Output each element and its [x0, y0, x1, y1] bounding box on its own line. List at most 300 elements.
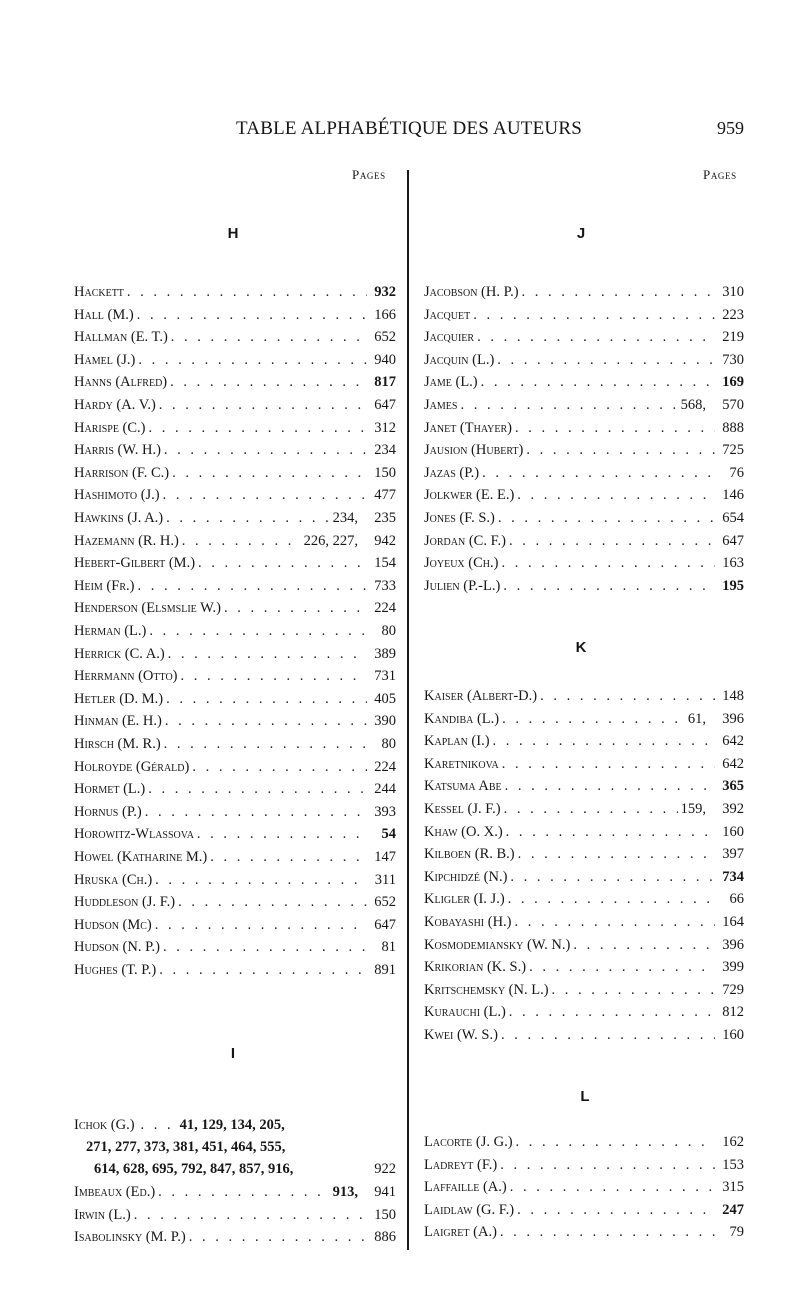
index-entry-k — [424, 1024, 744, 1046]
leader-dots — [155, 869, 367, 891]
index-entry-j — [424, 394, 744, 416]
right-column-pages-label: Pages — [703, 167, 737, 182]
index-entry-h — [74, 823, 396, 845]
index-entry-k — [424, 979, 744, 1001]
entry-name: Horowitz-Wlassova — [74, 826, 194, 842]
section-letter-k: K — [575, 639, 587, 656]
leader-dots — [498, 507, 715, 529]
entry-name: Hardy (A. V.) — [74, 397, 156, 413]
index-entry-h — [74, 733, 396, 755]
leader-dots — [127, 281, 367, 303]
leader-dots — [504, 798, 678, 820]
entry-page: 66 — [729, 891, 744, 907]
leader-dots — [482, 462, 715, 484]
entry-name: Ichok (G.) — [74, 1117, 135, 1133]
index-entry-j — [424, 326, 744, 348]
index-entry-h — [74, 394, 396, 416]
index-entry-i — [74, 1226, 396, 1248]
entry-name: Jacquet — [424, 307, 471, 323]
page-number: 959 — [717, 118, 744, 138]
leader-dots — [522, 281, 715, 303]
index-entry-h — [74, 575, 396, 597]
ichok-pages-line-2: 271, 277, 373, 381, 451, 464, 555, — [86, 1139, 286, 1155]
index-entry-h — [74, 665, 396, 687]
leader-dots — [197, 823, 367, 845]
page-title: TABLE ALPHABÉTIQUE DES AUTEURS — [236, 118, 582, 139]
leader-dots — [502, 753, 715, 775]
entry-name: Hughes (T. P.) — [74, 962, 157, 978]
leader-dots — [477, 326, 715, 348]
entry-name: Katsuma Abe — [424, 778, 502, 794]
section-letter-j: J — [576, 225, 586, 242]
entry-page: 235 — [374, 510, 396, 526]
entry-name: Imbeaux (Ed.) — [74, 1184, 156, 1200]
leader-dots — [138, 349, 367, 371]
index-entry-j — [424, 484, 744, 506]
index-entry-k — [424, 685, 744, 707]
entry-page: 247 — [722, 1202, 744, 1218]
entry-name: James — [424, 397, 458, 413]
index-entry-h — [74, 349, 396, 371]
leader-dots — [164, 733, 367, 755]
index-entry-i — [74, 1204, 396, 1226]
entry-name: Joyeux (Ch.) — [424, 555, 499, 571]
index-entry-h — [74, 620, 396, 642]
entry-name: Jordan (C. F.) — [424, 533, 506, 549]
entry-name: Kligler (I. J.) — [424, 891, 505, 907]
entry-page: 80 — [381, 736, 396, 752]
leader-dots — [515, 911, 716, 933]
index-entry-j — [424, 417, 744, 439]
entry-name: Hudson (Mc) — [74, 917, 152, 933]
index-entry-h — [74, 304, 396, 326]
index-entry-k — [424, 934, 744, 956]
index-entry-k — [424, 866, 744, 888]
entry-name: Janet (Thayer) — [424, 420, 512, 436]
entry-extra-pages: 226, 227, — [303, 533, 358, 549]
entry-page: 397 — [722, 846, 744, 862]
entry-page: 224 — [374, 600, 396, 616]
index-entry-j — [424, 552, 744, 574]
entry-page: 812 — [722, 1004, 744, 1020]
index-entry-h — [74, 417, 396, 439]
leader-dots — [189, 1226, 367, 1248]
index-entry-h — [74, 778, 396, 800]
entry-page: 244 — [374, 781, 396, 797]
entry-page: 390 — [374, 713, 396, 729]
entry-name: Hawkins (J. A.) — [74, 510, 164, 526]
index-entry-k — [424, 821, 744, 843]
leader-dots: . . . — [140, 1117, 174, 1133]
leader-dots — [137, 575, 367, 597]
entry-page: 652 — [374, 329, 396, 345]
leader-dots — [166, 507, 329, 529]
entry-page: 234 — [374, 442, 396, 458]
entry-page: 399 — [722, 959, 744, 975]
leader-dots — [163, 936, 367, 958]
entry-page: 396 — [722, 937, 744, 953]
leader-dots — [159, 959, 367, 981]
entry-name: Kipchidzé (N.) — [424, 869, 508, 885]
index-entry-h — [74, 507, 396, 529]
leader-dots — [460, 394, 677, 416]
entry-page: 405 — [374, 691, 396, 707]
leader-dots — [168, 643, 367, 665]
leader-dots — [148, 778, 367, 800]
entry-page: 734 — [722, 869, 744, 885]
entry-page: 76 — [729, 465, 744, 481]
leader-dots — [501, 552, 715, 574]
entry-page: 932 — [374, 284, 396, 300]
leader-dots — [149, 417, 367, 439]
entry-page: 310 — [722, 284, 744, 300]
leader-dots — [508, 888, 715, 910]
entry-name: Hinman (E. H.) — [74, 713, 162, 729]
entry-page: 647 — [722, 533, 744, 549]
entry-name: Hamel (J.) — [74, 352, 136, 368]
index-entry-j — [424, 462, 744, 484]
leader-dots — [500, 1154, 715, 1176]
entry-page: 396 — [722, 711, 744, 727]
entry-name: Harispe (C.) — [74, 420, 146, 436]
entry-name: Henderson (Elsmslie W.) — [74, 600, 221, 616]
leader-dots — [210, 846, 367, 868]
entry-page: 392 — [722, 801, 744, 817]
entry-name: Kaplan (I.) — [424, 733, 490, 749]
entry-page: 224 — [374, 759, 396, 775]
index-entry-j — [424, 371, 744, 393]
entry-page: 164 — [722, 914, 744, 930]
index-entry-k — [424, 911, 744, 933]
leader-dots — [155, 914, 367, 936]
entry-page: 147 — [374, 849, 396, 865]
entry-page: 219 — [722, 329, 744, 345]
entry-name: Hebert-Gilbert (M.) — [74, 555, 196, 571]
entry-name: Harris (W. H.) — [74, 442, 161, 458]
leader-dots — [526, 439, 715, 461]
entry-name: Harrison (F. C.) — [74, 465, 170, 481]
index-entry-h — [74, 484, 396, 506]
leader-dots — [500, 1221, 715, 1243]
entry-name: Heim (Fr.) — [74, 578, 135, 594]
entry-page: 365 — [722, 778, 744, 794]
index-entry-h — [74, 462, 396, 484]
entry-name: Jolkwer (E. E.) — [424, 487, 515, 503]
entry-name: Holroyde (Gérald) — [74, 759, 190, 775]
entry-page: 81 — [381, 939, 396, 955]
entry-page: 223 — [722, 307, 744, 323]
entry-page: 642 — [722, 756, 744, 772]
index-entry-h — [74, 891, 396, 913]
entry-name: Khaw (O. X.) — [424, 824, 503, 840]
index-entry-h — [74, 439, 396, 461]
leader-dots — [178, 891, 367, 913]
index-entry-l — [424, 1154, 744, 1176]
entry-name: Laffaille (A.) — [424, 1179, 507, 1195]
ichok-pages-line-3: 614, 628, 695, 792, 847, 857, 916, — [94, 1161, 294, 1177]
leader-dots — [517, 484, 715, 506]
entry-page: 888 — [722, 420, 744, 436]
entry-page: 146 — [722, 487, 744, 503]
leader-dots — [509, 530, 715, 552]
index-entry-k — [424, 956, 744, 978]
entry-page: 886 — [374, 1229, 396, 1245]
entry-name: Kurauchi (L.) — [424, 1004, 506, 1020]
entry-page: 817 — [374, 374, 396, 390]
entry-page: 169 — [722, 374, 744, 390]
entry-page: 150 — [374, 465, 396, 481]
entry-name: Jones (F. S.) — [424, 510, 495, 526]
leader-dots — [573, 934, 715, 956]
entry-name: Irwin (L.) — [74, 1207, 131, 1223]
entry-name: Hirsch (M. R.) — [74, 736, 161, 752]
leader-dots — [493, 730, 715, 752]
leader-dots — [497, 349, 715, 371]
leader-dots — [481, 371, 715, 393]
entry-name: Karetnikova — [424, 756, 499, 772]
index-entry-h — [74, 710, 396, 732]
entry-page: 731 — [374, 668, 396, 684]
entry-name: Herrick (C. A.) — [74, 646, 165, 662]
entry-name: Kessel (J. F.) — [424, 801, 501, 817]
entry-extra-pages: 61, — [687, 711, 706, 727]
index-entry-j — [424, 349, 744, 371]
leader-dots — [163, 484, 367, 506]
index-entry-h — [74, 869, 396, 891]
entry-page: 163 — [722, 555, 744, 571]
leader-dots — [149, 620, 367, 642]
leader-dots — [158, 1181, 329, 1203]
entry-name: Hackett — [74, 284, 124, 300]
entry-page: 160 — [722, 1027, 744, 1043]
entry-name: Kilboen (R. B.) — [424, 846, 515, 862]
leader-dots — [145, 801, 367, 823]
ichok-entry-line-1 — [74, 1114, 404, 1136]
entry-name: Hall (M.) — [74, 307, 134, 323]
leader-dots — [517, 1199, 715, 1221]
leader-dots — [529, 956, 715, 978]
entry-name: Hashimoto (J.) — [74, 487, 160, 503]
entry-page: 393 — [374, 804, 396, 820]
index-entry-k — [424, 843, 744, 865]
index-entry-j — [424, 507, 744, 529]
entry-name: Hallman (E. T.) — [74, 329, 168, 345]
leader-dots — [159, 394, 367, 416]
leader-dots — [198, 552, 367, 574]
entry-name: Jacquin (L.) — [424, 352, 495, 368]
leader-dots — [518, 843, 715, 865]
leader-dots — [503, 575, 715, 597]
leader-dots — [164, 439, 367, 461]
entry-page: 647 — [374, 397, 396, 413]
entry-page: 477 — [374, 487, 396, 503]
entry-name: Jame (L.) — [424, 374, 478, 390]
entry-name: Hetler (D. M.) — [74, 691, 164, 707]
index-entry-j — [424, 281, 744, 303]
index-entry-k — [424, 775, 744, 797]
entry-page: 642 — [722, 733, 744, 749]
entry-page: 154 — [374, 555, 396, 571]
index-entry-h — [74, 959, 396, 981]
leader-dots — [552, 979, 715, 1001]
index-entry-h — [74, 371, 396, 393]
index-entry-k — [424, 730, 744, 752]
index-entry-l — [424, 1199, 744, 1221]
index-entry-k — [424, 708, 744, 730]
index-entry-j — [424, 439, 744, 461]
entry-extra-pages: 913, — [332, 1184, 358, 1200]
leader-dots — [137, 304, 367, 326]
entry-page: 162 — [722, 1134, 744, 1150]
ichok-pages-line-1: 41, 129, 134, 205, — [179, 1117, 285, 1133]
section-letter-h: H — [227, 225, 239, 242]
index-entry-k — [424, 888, 744, 910]
index-entry-h — [74, 597, 396, 619]
leader-dots — [540, 685, 715, 707]
leader-dots — [509, 1001, 715, 1023]
column-divider — [407, 170, 409, 1250]
entry-name: Hudson (N. P.) — [74, 939, 161, 955]
entry-name: Hazemann (R. H.) — [74, 533, 179, 549]
entry-page: 80 — [381, 623, 396, 639]
entry-name: Hruska (Ch.) — [74, 872, 153, 888]
entry-page: 54 — [381, 826, 396, 842]
leader-dots — [501, 1024, 715, 1046]
entry-name: Ladreyt (F.) — [424, 1157, 498, 1173]
entry-name: Herman (L.) — [74, 623, 147, 639]
entry-extra-pages: 568, — [680, 397, 706, 413]
entry-page: 941 — [374, 1184, 396, 1200]
entry-page: 153 — [722, 1157, 744, 1173]
left-column-pages-label: Pages — [352, 167, 386, 182]
ichok-entry-line-3 — [94, 1158, 396, 1180]
entry-extra-pages: 159, — [680, 801, 706, 817]
index-entry-j — [424, 530, 744, 552]
index-entry-j — [424, 575, 744, 597]
index-entry-l — [424, 1221, 744, 1243]
entry-page: 922 — [374, 1161, 396, 1177]
leader-dots — [181, 665, 368, 687]
entry-page: 652 — [374, 894, 396, 910]
entry-page: 150 — [374, 1207, 396, 1223]
entry-name: Kobayashi (H.) — [424, 914, 512, 930]
entry-page: 940 — [374, 352, 396, 368]
entry-name: Isabolinsky (M. P.) — [74, 1229, 186, 1245]
entry-page: 654 — [722, 510, 744, 526]
index-entry-h — [74, 801, 396, 823]
entry-name: Kwei (W. S.) — [424, 1027, 498, 1043]
index-entry-h — [74, 846, 396, 868]
index-entry-h — [74, 552, 396, 574]
index-entry-j — [424, 304, 744, 326]
entry-page: 730 — [722, 352, 744, 368]
entry-page: 389 — [374, 646, 396, 662]
entry-name: Hornus (P.) — [74, 804, 142, 820]
entry-name: Hormet (L.) — [74, 781, 146, 797]
entry-page: 570 — [722, 397, 744, 413]
entry-name: Jazas (P.) — [424, 465, 480, 481]
leader-dots — [510, 1176, 715, 1198]
index-entry-k — [424, 1001, 744, 1023]
leader-dots — [510, 866, 715, 888]
entry-page: 79 — [729, 1224, 744, 1240]
leader-dots — [515, 417, 715, 439]
index-entry-i — [74, 1181, 396, 1203]
leader-dots — [473, 304, 715, 326]
entry-page: 725 — [722, 442, 744, 458]
index-entry-h — [74, 688, 396, 710]
leader-dots — [516, 1131, 715, 1153]
entry-name: Kosmodemiansky (W. N.) — [424, 937, 571, 953]
entry-page: 312 — [374, 420, 396, 436]
index-entry-k — [424, 798, 744, 820]
entry-name: Lacorte (J. G.) — [424, 1134, 513, 1150]
leader-dots — [182, 530, 301, 552]
leader-dots — [505, 775, 715, 797]
entry-name: Laidlaw (G. F.) — [424, 1202, 515, 1218]
section-letter-i: I — [230, 1045, 236, 1062]
index-entry-h — [74, 936, 396, 958]
index-entry-l — [424, 1131, 744, 1153]
leader-dots — [172, 462, 367, 484]
entry-name: Jacquier — [424, 329, 475, 345]
entry-name: Jausion (Hubert) — [424, 442, 524, 458]
entry-page: 160 — [722, 824, 744, 840]
leader-dots — [165, 710, 367, 732]
leader-dots — [134, 1204, 367, 1226]
index-entry-h — [74, 756, 396, 778]
entry-name: Julien (P.-L.) — [424, 578, 501, 594]
leader-dots — [506, 821, 715, 843]
entry-name: Jacobson (H. P.) — [424, 284, 519, 300]
index-entry-h — [74, 914, 396, 936]
leader-dots — [166, 688, 367, 710]
entry-page: 195 — [722, 578, 744, 594]
section-letter-l: L — [580, 1088, 590, 1105]
entry-name: Herrmann (Otto) — [74, 668, 178, 684]
leader-dots — [224, 597, 367, 619]
entry-name: Kandiba (L.) — [424, 711, 500, 727]
index-entry-h — [74, 326, 396, 348]
index-entry-k — [424, 753, 744, 775]
index-entry-l — [424, 1176, 744, 1198]
leader-dots — [170, 371, 367, 393]
leader-dots — [192, 756, 367, 778]
entry-page: 647 — [374, 917, 396, 933]
entry-name: Kaiser (Albert-D.) — [424, 688, 538, 704]
entry-name: Laigret (A.) — [424, 1224, 497, 1240]
entry-page: 148 — [722, 688, 744, 704]
entry-page: 729 — [722, 982, 744, 998]
entry-page: 311 — [374, 872, 396, 888]
entry-page: 315 — [722, 1179, 744, 1195]
index-entry-h — [74, 530, 396, 552]
entry-name: Huddleson (J. F.) — [74, 894, 176, 910]
entry-name: Hanns (Alfred) — [74, 374, 168, 390]
entry-page: 733 — [374, 578, 396, 594]
entry-name: Krikorian (K. S.) — [424, 959, 527, 975]
entry-page: 166 — [374, 307, 396, 323]
index-entry-h — [74, 643, 396, 665]
entry-name: Kritschemsky (N. L.) — [424, 982, 549, 998]
entry-extra-pages: 234, — [332, 510, 358, 526]
index-entry-h — [74, 281, 396, 303]
leader-dots — [502, 708, 685, 730]
entry-page: 891 — [374, 962, 396, 978]
leader-dots — [171, 326, 367, 348]
entry-name: Howel (Katharine M.) — [74, 849, 208, 865]
entry-page: 942 — [374, 533, 396, 549]
